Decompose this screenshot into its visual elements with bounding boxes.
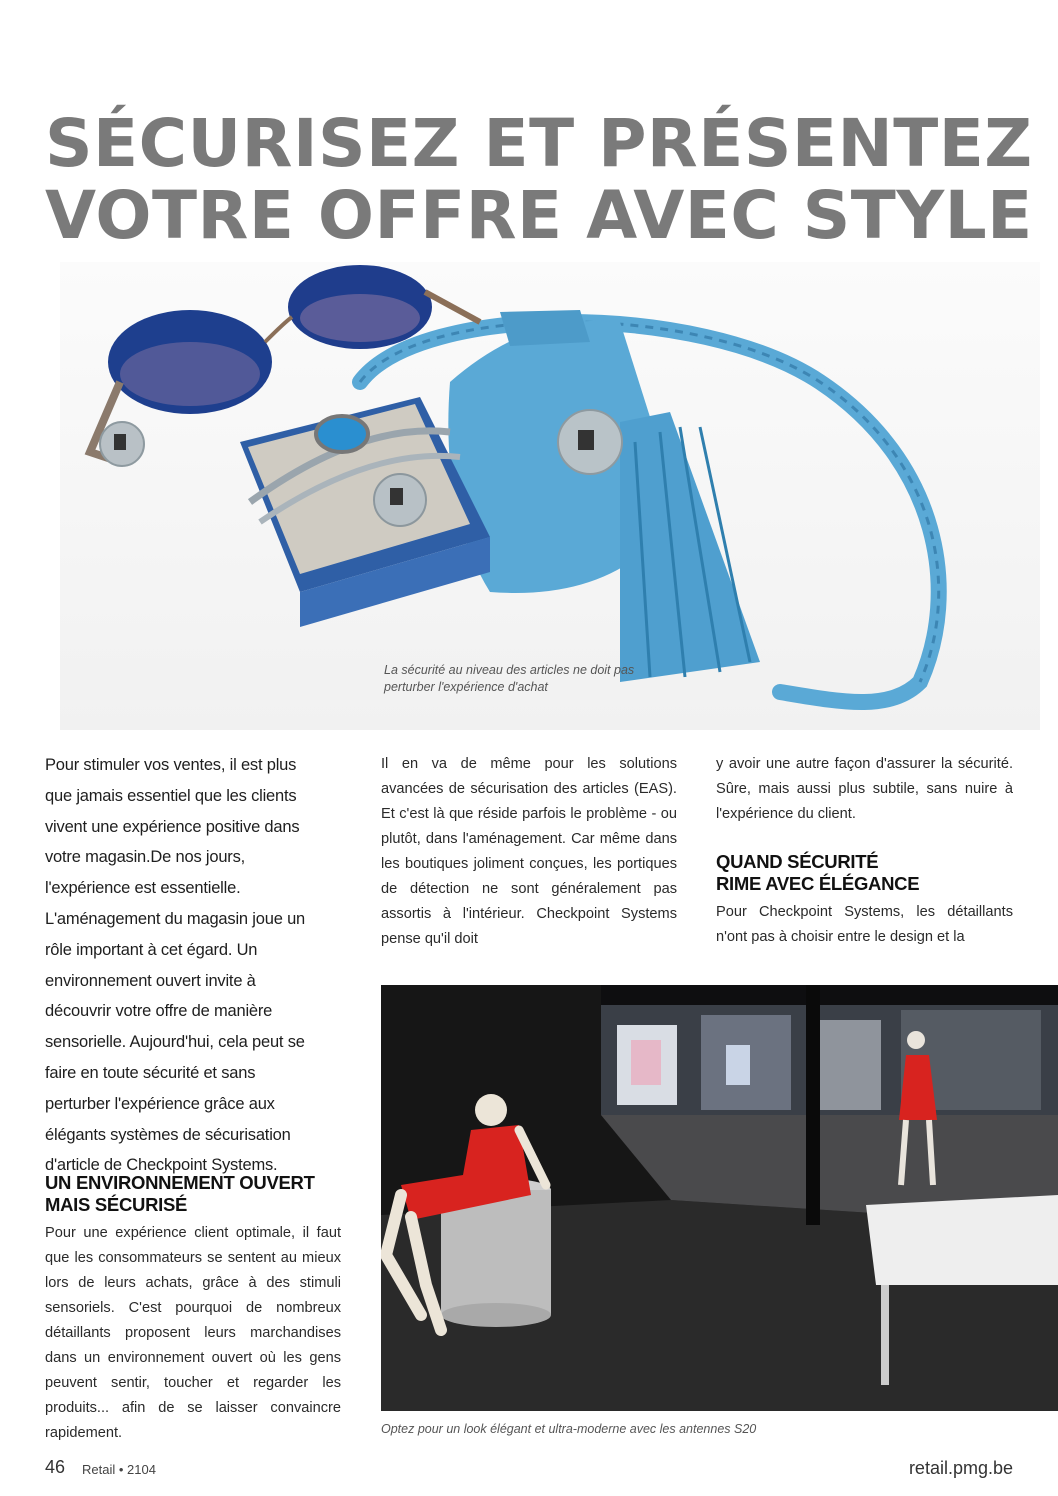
magazine-issue: Retail • 2104 xyxy=(82,1462,156,1477)
open-environment-paragraph: Pour une expérience client optimale, il faut que les consommateurs se sentent au mieux lors de leurs achats, grâce à des stimuli sensoriels. C'est pourquoi de nombreux détaillants proposent leurs marchandises dans un environnement ouvert où les gens peuvent sentir, toucher et regarder les produits... afin de se laisser convaincre rapidement. xyxy=(45,1225,341,1441)
headline xyxy=(45,105,1033,254)
bag-tassel xyxy=(620,412,760,682)
subhead-line-2: RIME AVEC ÉLÉGANCE xyxy=(716,873,920,894)
headline-line-2: VOTRE OFFRE AVEC STYLE xyxy=(45,177,1033,254)
store-photo-caption: Optez pour un look élégant et ultra-moderne avec les antennes S20 xyxy=(381,1422,757,1436)
hero-product-photo xyxy=(60,262,1040,730)
column-1 xyxy=(45,750,317,1181)
store-illustration xyxy=(381,985,1058,1411)
subhead-line-1: QUAND SÉCURITÉ xyxy=(716,851,879,872)
bracelet-gem xyxy=(316,416,368,452)
bag-flap xyxy=(500,310,590,346)
subhead-open-environment xyxy=(45,1172,335,1216)
subhead-line-1: UN ENVIRONNEMENT OUVERT xyxy=(45,1172,315,1193)
column-3 xyxy=(716,752,1013,827)
column-3-paragraph-2: Pour Checkpoint Systems, les détaillants n'ont pas à choisir entre le design et la xyxy=(716,904,1013,945)
subhead-security-elegance xyxy=(716,851,1016,895)
website-url: retail.pmg.be xyxy=(908,1458,1013,1478)
subhead-line-2: MAIS SÉCURISÉ xyxy=(45,1194,188,1215)
page-number: 46 xyxy=(45,1457,66,1477)
column-2-paragraph: Il en va de même pour les solutions avancées de sécurisation des articles (EAS). Et c'est là que réside parfois le problème - ou plutôt, dans l'aménagement. Car même dans les boutiques joliment conçues, les portiques de détection ne sont généralement pas assortis à l'intérieur. Checkpoint Systems pense qu'il doit xyxy=(381,756,677,947)
headline-line-1: SÉCURISEZ ET PRÉSENTEZ xyxy=(45,105,1033,182)
hero-caption: La sécurité au niveau des articles ne doit pas perturber l'expérience d'achat xyxy=(384,663,635,694)
store-photo xyxy=(381,985,1058,1411)
intro-paragraph: Pour stimuler vos ventes, il est plus que jamais essentiel que les clients vivent une expérience positive dans votre magasin.De nos jours, l'expérience est essentielle. L'aménagement du magasin joue un rôle important à cet égard. Un environnement ouvert invite à découvrir votre offre de manière sensorielle. Aujourd'hui, cela peut se faire en toute sécurité et sans perturber l'expérience grâce aux élégants systèmes de sécurisation d'article de Checkpoint Systems. xyxy=(45,756,306,1175)
hero-illustration xyxy=(60,262,1040,730)
column-3-paragraph: y avoir une autre façon d'assurer la sécurité. Sûre, mais aussi plus subtile, sans nuire à l'expérience du client. xyxy=(716,756,1013,822)
